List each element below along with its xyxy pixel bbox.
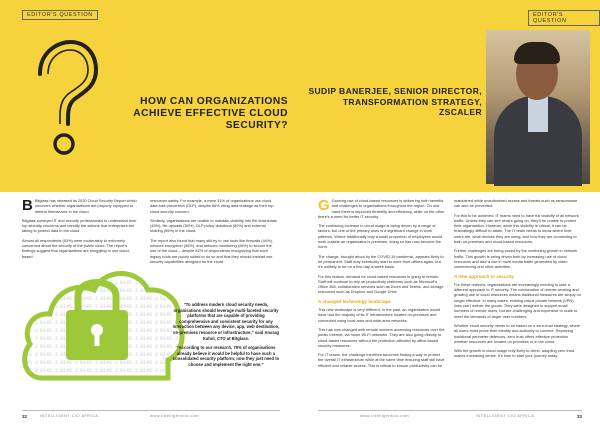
author-credit: SUDIP BANERJEE, SENIOR DIRECTOR, TRANSFORMATION STRATEGY, ZSCALER: [308, 86, 482, 117]
paragraph: This new landscape is very different. In the past, an organisation would have had the majority of its IT infrastructure located on-premises and connected using local area and wide-area networks.: [318, 307, 441, 323]
pull-quote: “To address modern cloud security needs, organisations should leverage multi-faceted security platforms that are capable of providing comprehensive and consistent security for any interaction between any device, app, web destination, on-premises resource or infrastructure,” said Anurag Kahol, CTO at Bitglass. “According to our research, 79% of organisations already believe it would be helpful to have such a consolidated security platform; now they just need to choose and implement the right one.”: [172, 302, 280, 367]
paragraph: Further challenges are being posed by the continuing growth in network traffic. This growth is being driven both by increasing use of cloud resources and also a rise in multi-media traffic generated by video conferencing and other activities.: [454, 248, 578, 270]
footer-magazine-name: INTELLIGENT CIO AFRICA: [476, 413, 535, 418]
paragraph: This has now changed with remote workers accessing resources over the public Internet, via home Wi-Fi networks. They are also going directly to cloud-based resources without the protection afforded by office-based security measures.: [318, 326, 445, 348]
drop-cap: G: [318, 197, 330, 214]
paragraph: For this to be achieved, IT teams need to have full visibility of all network traffic. Unless they can see what’s going on, they’ll be unable to protect their organisation. However, while this visibility is critical, it can be frustratingly difficult to attain. The IT team needs to know where their users are, what devices they are using, and how they are connecting to both on-premises and cloud-based resources.: [454, 212, 579, 245]
right-column-2: [454, 198, 582, 363]
paragraph: The continuing increase in cloud usage is being driven by a range of factors, but one of the primary ones is a significant change in work patterns. Where traditionally only a small proportion of employees would work outside an organisation’s premises, doing so has now become the norm.: [318, 223, 443, 250]
paragraph: Similarly, organisations are unable to maintain visibility into file downloads (45%), file uploads (50%), DLP policy violations (50%) and external sharing (55%) in the cloud.: [150, 217, 277, 234]
question-mark-icon: [30, 40, 100, 160]
paragraph: Almost all respondents (93%) were moderately to extremely concerned about the security of the public cloud. The report’s findings suggest that organisations are struggling to use cloud-based: [22, 237, 130, 259]
paragraph: resources safely. For example, a mere 31% of organisations use cloud data loss prevention (DLP), despite 66% citing data leakage as their top cloud security concern.: [150, 198, 274, 214]
page-number: 33: [576, 414, 582, 419]
paragraph: The change, brought about by the COVID-19 pandemic, appears likely to be permanent. Staff may eventually start to work from offices again, but it’s unlikely to be on a five-day-a-week basis.: [318, 253, 444, 270]
footer-rule: [318, 410, 582, 411]
paragraph: Bitglass surveyed IT and security professionals to understand their top security concerns and identify the actions that enterprises are taking to protect data in the cloud.: [22, 217, 137, 234]
paragraph: With the growth in cloud usage only likely to climb, adopting zero trust makes increasing sense. It’s time to start your journey today.: [454, 348, 575, 359]
intro-paragraph: G Growing use of cloud-based resources is delivering both benefits and challenges to organisations throughout the region. On one hand there is improved flexibility and efficiency, while on the other there’s a need for better IT security.: [318, 197, 445, 219]
subheading: A changed technology landscape: [318, 298, 391, 304]
drop-cap: B: [22, 197, 33, 214]
paragraph: For IT teams, the challenge therefore becomes finding a way to protect the overall IT infrastructure while at the same time ensuring staff still have efficient and reliable access. This is critical to ensure productivity can be: [318, 352, 445, 368]
paragraph: For this reason, demand for cloud-based resources is going to remain. Staff will continue to rely on productivity platforms such as Microsoft’s Office 365, collaboration services such as Zoom and Teams, and storage resources such as Dropbox and Google Drive.: [318, 273, 444, 295]
footer-rule: [22, 410, 280, 411]
intro-paragraph: B Bitglass has released its 2020 Cloud Security Report which uncovers whether organisations are properly equipped to defend themselves in the cloud.: [22, 197, 137, 214]
paragraph: maintained while unauthorised access and threats such as ransomware can also be prevented.: [454, 198, 578, 209]
paragraph: The report also found that many still try to use tools like firewalls (44%), network encryption (36%), and network monitoring (26%) to secure the use of the cloud – despite 82% of respondents recognizing that such legacy tools are poorly suited to do so and that they should instead use security capabilities designed for the cloud.: [150, 237, 273, 264]
right-section-tag: EDITOR'S QUESTION: [528, 10, 600, 26]
footer-website: www.intelligentcio.com: [150, 413, 200, 418]
page-number: 32: [22, 414, 28, 419]
left-section-tag: EDITOR'S QUESTION: [22, 10, 98, 20]
right-page: [300, 0, 600, 424]
footer-website: www.intelligentcio.com: [360, 413, 410, 418]
paragraph: For these reasons, organisations are increasingly needing to take a different approach to IT security. The combination of remote working and growing use of cloud resources means traditional measures are simply no longer effective. In many cases, existing virtual private network (VPN) links can’t deliver the goods. They were designed to support small numbers of remote users, but are challenging and expensive to scale to meet the demands of larger user numbers.: [454, 281, 581, 319]
right-column-1: [318, 198, 446, 372]
footer-magazine-name: INTELLIGENT CIO AFRICA: [40, 413, 99, 418]
left-column-2: [150, 198, 278, 268]
paragraph: Whether cloud security needs to be based on a zero-trust strategy, where all users must prove their identity and authority to connect. Replacing traditional perimeter defences, zero trust offers effective protection whether resources are located on-premises or in the cloud.: [454, 322, 581, 344]
subheading: A new approach to security: [454, 273, 514, 279]
article-headline: HOW CAN ORGANIZATIONS ACHIEVE EFFECTIVE CLOUD SECURITY?: [133, 96, 288, 131]
author-photo: [486, 30, 590, 184]
